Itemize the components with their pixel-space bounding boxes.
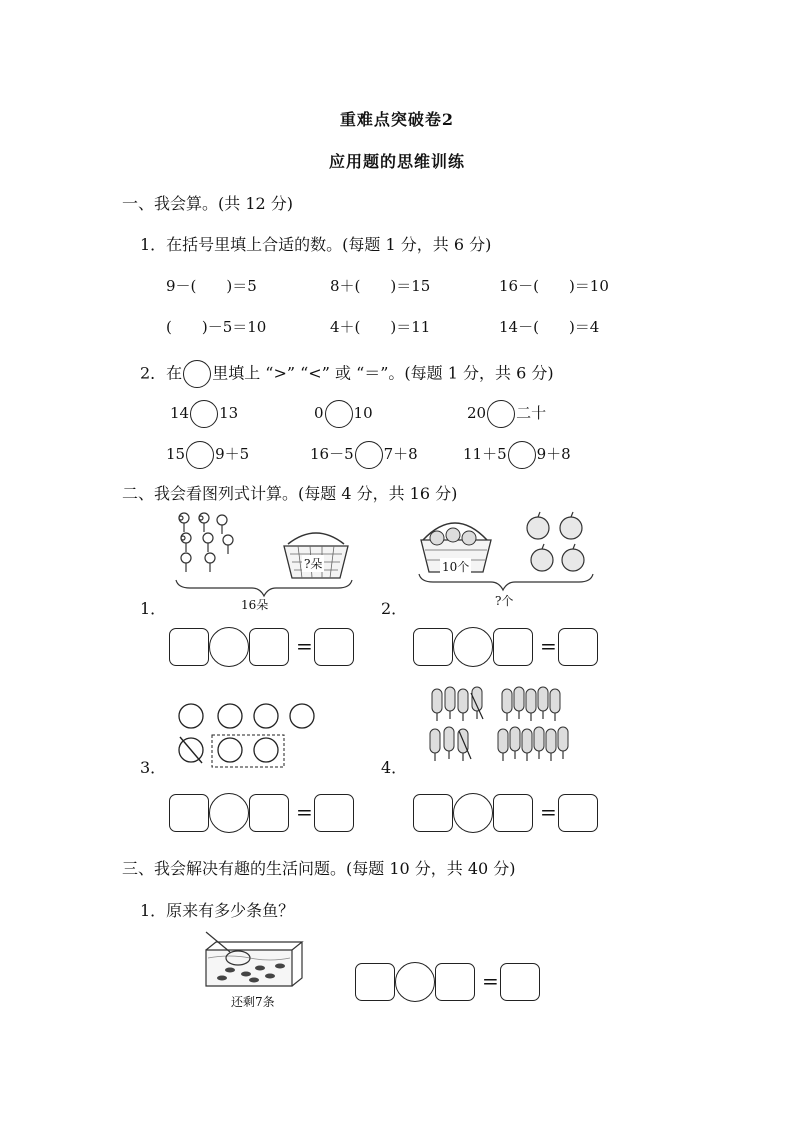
answer-box[interactable] xyxy=(169,628,209,666)
answer-box[interactable] xyxy=(558,628,598,666)
circle-icon xyxy=(179,704,314,762)
compare-item: 0 10 xyxy=(314,400,373,428)
equals-sign: = xyxy=(296,634,313,658)
operator-circle[interactable] xyxy=(209,793,249,833)
total-label: 16朵 xyxy=(241,598,269,612)
q2-text xyxy=(140,360,554,388)
brace-icon xyxy=(176,580,352,596)
answer-circle[interactable] xyxy=(190,400,218,428)
q1-item: 14－( )＝4 xyxy=(499,318,600,336)
equals-sign: = xyxy=(540,634,557,658)
compare-item: 14 13 xyxy=(170,400,238,428)
answer-box[interactable] xyxy=(249,628,289,666)
answer-box[interactable] xyxy=(314,628,354,666)
section3-heading: 三、我会解决有趣的生活问题。(每题 10 分，共 40 分) xyxy=(122,859,516,878)
problem-number: 1． xyxy=(140,599,167,618)
answer-box[interactable] xyxy=(558,794,598,832)
operator-circle[interactable] xyxy=(453,627,493,667)
problem-number: 4． xyxy=(381,758,408,777)
compare-item: 20 二十 xyxy=(467,400,546,428)
answer-box[interactable] xyxy=(249,794,289,832)
circles-picture xyxy=(170,698,320,778)
q1-item: 8＋( )＝15 xyxy=(330,277,431,295)
answer-box[interactable] xyxy=(500,963,540,1001)
compare-item: 15 9＋5 xyxy=(166,441,249,469)
answer-circle[interactable] xyxy=(186,441,214,469)
section1-heading: 一、我会算。(共 12 分) xyxy=(122,194,294,213)
q1-item: ( )－5＝10 xyxy=(166,318,267,336)
answer-circle[interactable] xyxy=(355,441,383,469)
answer-box[interactable] xyxy=(169,794,209,832)
answer-circle[interactable] xyxy=(325,400,353,428)
equals-sign: = xyxy=(482,969,499,993)
compare-circle-icon xyxy=(183,360,211,388)
section2-heading: 二、我会看图列式计算。(每题 4 分，共 16 分) xyxy=(122,484,458,503)
problem-number: 3． xyxy=(140,758,167,777)
basket-label: 10个 xyxy=(442,560,470,574)
q2-prefix: 2．在 xyxy=(140,363,183,383)
answer-box[interactable] xyxy=(493,628,533,666)
equals-sign: = xyxy=(540,800,557,824)
total-label: ?个 xyxy=(495,594,514,608)
equals-sign: = xyxy=(296,800,313,824)
answer-box[interactable] xyxy=(435,963,475,1001)
answer-box[interactable] xyxy=(355,963,395,1001)
compare-item: 16－5 7＋8 xyxy=(310,441,418,469)
apple-icon xyxy=(527,512,584,571)
popsicle-icon xyxy=(430,687,568,761)
answer-box[interactable] xyxy=(413,794,453,832)
basket-label: ?朵 xyxy=(304,557,323,571)
operator-circle[interactable] xyxy=(395,962,435,1002)
q1-item: 16－( )＝10 xyxy=(499,277,609,295)
compare-item: 11＋5 9＋8 xyxy=(463,441,571,469)
q1-text: 1．在括号里填上合适的数。(每题 1 分，共 6 分) xyxy=(140,235,492,254)
operator-circle[interactable] xyxy=(209,627,249,667)
page-subtitle: 应用题的思维训练 xyxy=(328,152,465,171)
page-title: 重难点突破卷2 xyxy=(339,110,455,129)
q2-suffix: 里填上 “>” “<” 或 “＝”。(每题 1 分，共 6 分) xyxy=(212,363,554,383)
operator-circle[interactable] xyxy=(453,793,493,833)
flower-icon xyxy=(179,513,233,572)
q1-item: 9－( )＝5 xyxy=(166,277,257,295)
answer-circle[interactable] xyxy=(508,441,536,469)
problem-number: 2． xyxy=(381,599,408,618)
popsicles-picture xyxy=(425,685,575,773)
answer-box[interactable] xyxy=(493,794,533,832)
remaining-label: 还剩7条 xyxy=(231,995,275,1009)
answer-box[interactable] xyxy=(413,628,453,666)
q1-item: 4＋( )＝11 xyxy=(330,318,431,336)
brace-icon xyxy=(419,574,593,590)
answer-box[interactable] xyxy=(314,794,354,832)
q3-1-text: 1．原来有多少条鱼？ xyxy=(140,901,295,920)
answer-circle[interactable] xyxy=(487,400,515,428)
fish-tank-picture xyxy=(200,928,310,993)
